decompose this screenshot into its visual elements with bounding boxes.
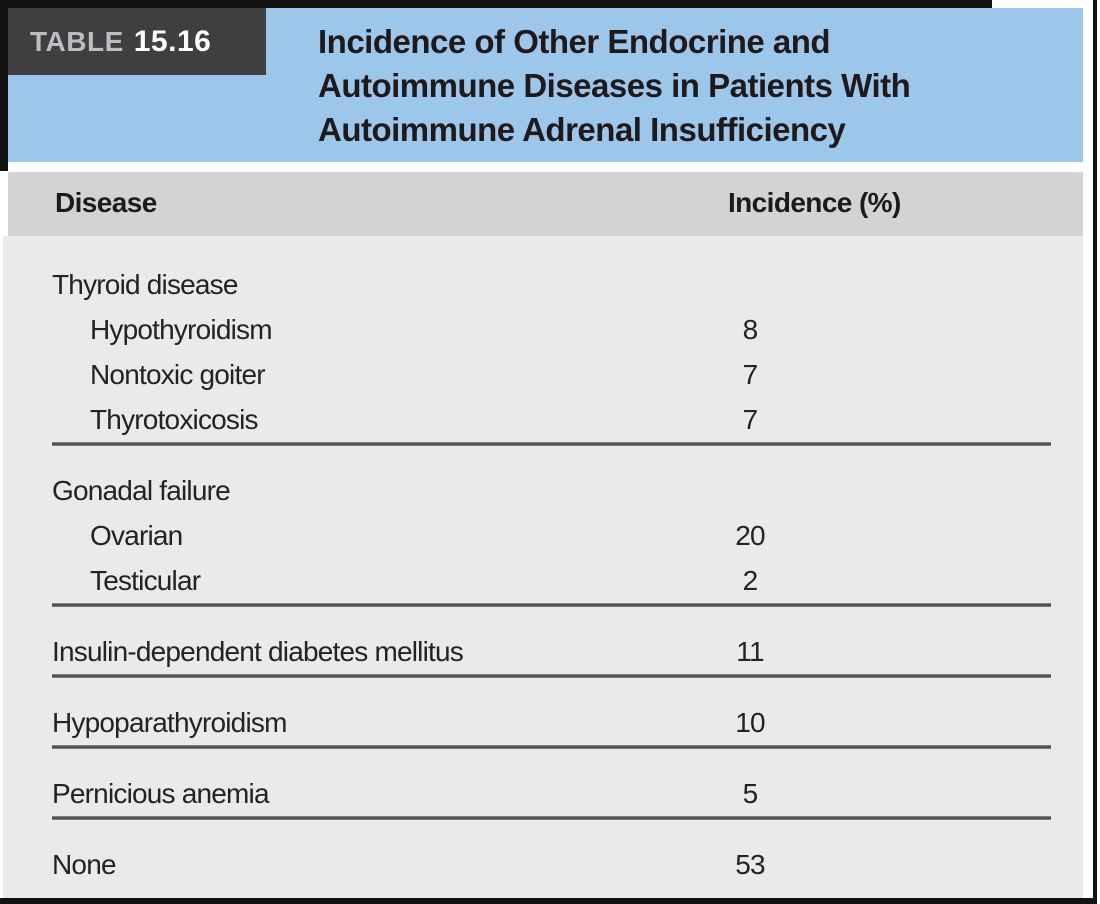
table-row	[3, 352, 1083, 397]
row-value: 10	[735, 707, 765, 738]
frame-border-left	[0, 0, 8, 171]
table-number-badge	[8, 8, 266, 75]
section-divider	[52, 745, 1051, 749]
group-header-label: Thyroid disease	[52, 269, 238, 300]
column-header-disease: Disease	[55, 187, 157, 218]
group-header-label: Gonadal failure	[52, 475, 230, 506]
badge-word: TABLE	[30, 25, 124, 57]
row-value: 20	[735, 520, 765, 551]
table-body	[3, 236, 1083, 898]
table-row	[3, 629, 1083, 674]
table-row	[3, 771, 1083, 816]
row-label: Hypothyroidism	[90, 314, 272, 345]
row-label: Ovarian	[90, 520, 183, 551]
row-value: 2	[742, 565, 758, 596]
row-label: Nontoxic goiter	[90, 359, 265, 390]
group-header-row	[3, 262, 1083, 307]
section-divider	[52, 442, 1051, 446]
column-header-incidence: Incidence (%)	[728, 187, 901, 218]
row-value: 8	[742, 314, 758, 345]
row-label: Insulin-dependent diabetes mellitus	[52, 636, 463, 667]
column-header-row	[8, 172, 1083, 236]
section-divider	[52, 674, 1051, 678]
table-row	[3, 307, 1083, 352]
row-value: 11	[736, 636, 764, 667]
section-divider	[52, 603, 1051, 607]
table-title	[318, 20, 1078, 152]
table-row	[3, 397, 1083, 442]
row-value: 53	[735, 849, 765, 880]
row-label: Hypoparathyroidism	[52, 707, 287, 738]
frame-border-right	[1093, 0, 1097, 904]
table-title-line3: Autoimmune Adrenal Insufficiency	[318, 111, 846, 148]
row-label: Pernicious anemia	[52, 778, 269, 809]
group-header-row	[3, 468, 1083, 513]
frame-border-top	[0, 0, 992, 8]
row-label: Thyrotoxicosis	[90, 404, 258, 435]
frame-border-bottom	[0, 898, 1097, 904]
table-title-line2: Autoimmune Diseases in Patients With	[318, 67, 911, 104]
table-row	[3, 558, 1083, 603]
badge-number: 15.16	[133, 24, 212, 58]
table-row	[3, 700, 1083, 745]
section-divider	[52, 816, 1051, 820]
row-value: 7	[742, 359, 758, 390]
table-title-line1: Incidence of Other Endocrine and	[318, 23, 831, 60]
row-value: 5	[742, 778, 758, 809]
table-sections	[3, 262, 1083, 887]
row-label: Testicular	[90, 565, 201, 596]
row-value: 7	[742, 404, 758, 435]
table-row	[3, 513, 1083, 558]
row-label: None	[52, 849, 116, 880]
table-row	[3, 842, 1083, 887]
